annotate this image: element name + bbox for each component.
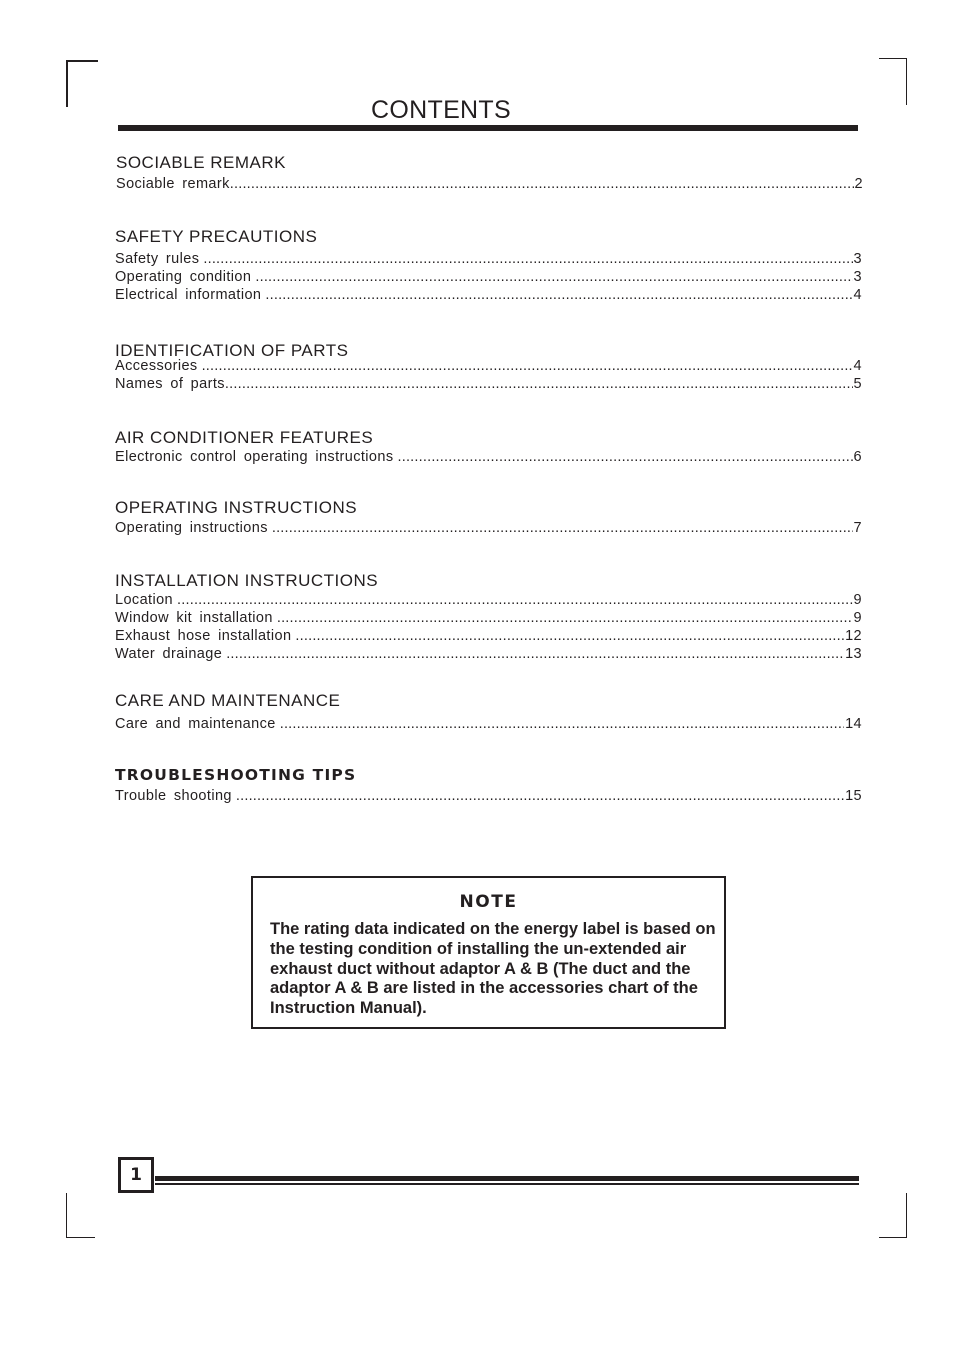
toc-section-safety-precautions: [115, 227, 862, 304]
note-box: [251, 876, 726, 1029]
toc-entry[interactable]: Electrical information ..... 4: [115, 286, 862, 304]
page-number: 1: [118, 1157, 154, 1193]
toc-entry[interactable]: Sociable remark ..... 2: [116, 175, 863, 193]
toc-entry[interactable]: Water drainage ..... 13: [115, 645, 862, 663]
footer-rule: [155, 1176, 859, 1181]
toc-entry[interactable]: Electronic control operating instructions ..... 6: [115, 448, 862, 466]
toc-entry[interactable]: Operating condition ..... 3: [115, 268, 862, 286]
toc-entry[interactable]: Operating instructions ..... 7: [115, 519, 862, 537]
toc-section-sociable-remark: [116, 153, 863, 193]
section-heading: IDENTIFICATION OF PARTS: [115, 341, 349, 360]
toc-entry[interactable]: Window kit installation ..... 9: [115, 609, 862, 627]
section-heading: CARE AND MAINTENANCE: [115, 691, 341, 710]
toc-section-operating-instructions: [115, 498, 862, 537]
crop-mark-bottom-right: [879, 1193, 907, 1238]
toc-entry[interactable]: Names of parts ..... 5: [115, 375, 862, 393]
section-heading: AIR CONDITIONER FEATURES: [115, 428, 374, 447]
toc-entry[interactable]: Location ..... 9: [115, 591, 862, 609]
section-heading: SAFETY PRECAUTIONS: [115, 227, 318, 246]
toc-entry[interactable]: Exhaust hose installation ..... 12: [115, 627, 862, 645]
toc-entry[interactable]: Accessories ..... 4: [115, 357, 862, 375]
note-title: NOTE: [459, 892, 518, 912]
toc-section-air-conditioner-features: [115, 428, 862, 466]
title-rule: [118, 125, 858, 131]
section-heading: TROUBLESHOOTING TIPS: [115, 766, 357, 784]
toc-entry[interactable]: Safety rules ..... 3: [115, 250, 862, 268]
note-text: The rating data indicated on the energy label is based on the testing condition of installing the un-extended air exhaust duct without adaptor A & B (The duct and the adaptor A & B are listed in the accessories chart of the Instruction Manual).: [270, 920, 716, 1018]
toc-entry[interactable]: Care and maintenance ..... 14: [115, 715, 862, 733]
toc-entry[interactable]: Trouble shooting ..... 15: [115, 787, 862, 805]
section-heading: SOCIABLE REMARK: [116, 153, 286, 172]
section-heading: OPERATING INSTRUCTIONS: [115, 498, 358, 517]
toc-section-identification-of-parts: [115, 341, 862, 393]
crop-mark-top-right: [879, 58, 907, 105]
toc-section-installation-instructions: [115, 571, 862, 663]
toc-section-care-and-maintenance: [115, 691, 862, 733]
toc-section-troubleshooting-tips: [115, 765, 862, 805]
page-title: CONTENTS: [371, 96, 511, 124]
crop-mark-bottom-left: [66, 1193, 95, 1238]
section-heading: INSTALLATION INSTRUCTIONS: [115, 571, 379, 590]
footer-rule-thin: [155, 1183, 859, 1185]
